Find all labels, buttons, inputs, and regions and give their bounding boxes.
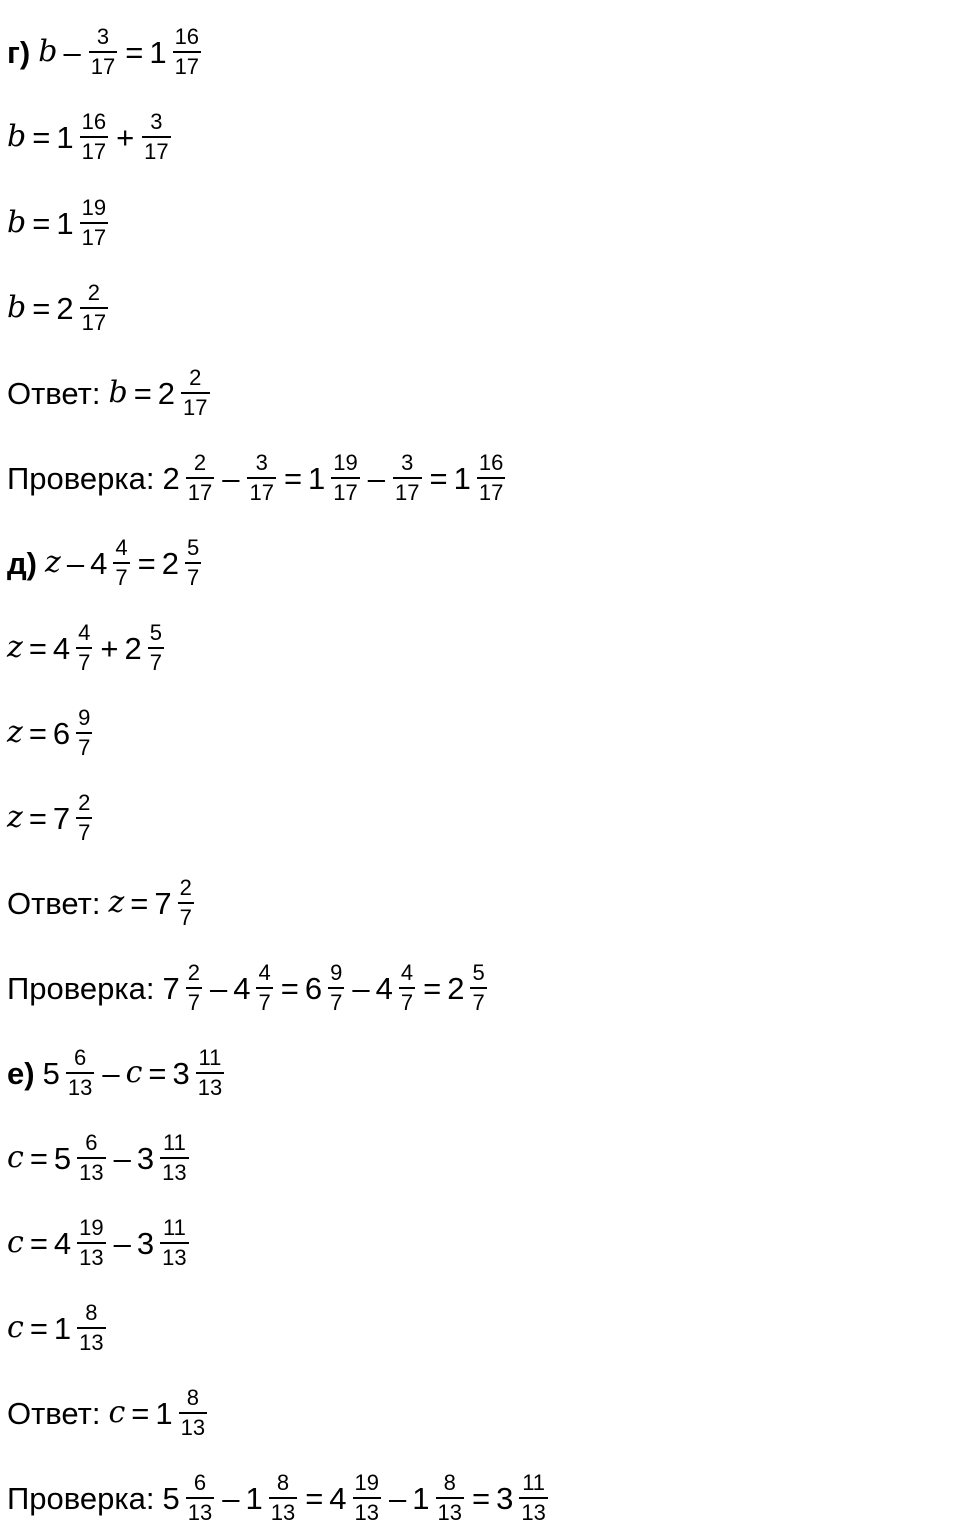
equation-line: [7, 1201, 191, 1285]
fraction-numerator: 8: [443, 1470, 456, 1495]
fraction-numerator: 5: [149, 620, 163, 645]
equation-line: [7, 1371, 209, 1455]
fraction-numerator: 5: [472, 960, 485, 985]
fraction-numerator: 16: [174, 24, 200, 49]
whole-part: 5: [162, 1480, 180, 1516]
fraction: [247, 452, 275, 504]
whole-part: 1: [155, 1395, 173, 1431]
fraction-denominator: 13: [353, 1497, 381, 1524]
fraction: [477, 452, 505, 504]
fraction-numerator: 16: [478, 450, 504, 475]
equation-line: [7, 1456, 550, 1540]
mixed-number: [305, 962, 347, 1014]
fraction: [196, 1047, 224, 1099]
whole-part: 2: [157, 375, 176, 411]
fraction-numerator: 6: [193, 1470, 207, 1495]
mixed-number: [496, 1472, 550, 1524]
fraction-denominator: 13: [186, 1497, 214, 1524]
equation-line: [7, 436, 507, 520]
mixed-number: [233, 962, 275, 1014]
fraction-numerator: 9: [78, 705, 91, 730]
whole-part: 4: [90, 545, 108, 581]
fraction: [470, 962, 486, 1014]
variable: b: [38, 34, 58, 69]
operator: –: [63, 34, 81, 70]
whole-part: 7: [52, 800, 71, 836]
fraction-numerator: 2: [193, 450, 207, 475]
fraction: [186, 452, 214, 504]
fraction: [142, 111, 170, 163]
variable: b: [7, 205, 27, 240]
operator: =: [32, 205, 51, 241]
fraction-numerator: 6: [85, 1130, 98, 1155]
fraction-denominator: 17: [186, 477, 214, 504]
fraction-numerator: 2: [189, 365, 202, 390]
fraction-numerator: 2: [179, 875, 192, 900]
fraction-denominator: 17: [181, 392, 209, 419]
operator: –: [389, 1480, 407, 1516]
operator: =: [137, 545, 156, 581]
fraction-denominator: 13: [66, 1072, 94, 1099]
variable: c: [7, 1225, 24, 1260]
whole-part: 4: [233, 970, 251, 1006]
equation-line: [7, 266, 110, 350]
fraction: [179, 1387, 207, 1439]
mixed-number: [308, 452, 362, 504]
whole-part: 6: [304, 970, 323, 1006]
operator: =: [472, 1480, 491, 1516]
whole-part: 2: [124, 630, 142, 666]
line-label: Ответ:: [7, 885, 101, 921]
variable: b: [108, 375, 128, 410]
fraction-denominator: 17: [142, 136, 170, 163]
whole-part: 5: [53, 1140, 72, 1176]
operator: –: [352, 970, 370, 1006]
fraction: [353, 1472, 381, 1524]
fraction: [331, 452, 359, 504]
operator: =: [283, 460, 303, 496]
mixed-number: [162, 1472, 216, 1524]
mixed-number: [329, 1472, 383, 1524]
operator: =: [29, 1310, 48, 1346]
whole-part: 3: [496, 1480, 514, 1516]
fraction-numerator: 11: [162, 1215, 186, 1240]
fraction-numerator: 9: [330, 960, 343, 985]
whole-part: 4: [53, 1225, 72, 1261]
part-label: г): [7, 34, 31, 70]
operator: =: [423, 970, 442, 1006]
part-label: е): [7, 1055, 35, 1091]
operator: =: [130, 885, 149, 921]
mixed-number: [376, 962, 418, 1014]
fraction: [160, 1217, 188, 1269]
line-label: Проверка:: [7, 460, 155, 496]
fraction-denominator: 17: [80, 136, 108, 163]
fraction-numerator: 3: [96, 24, 110, 49]
mixed-number: [56, 111, 110, 163]
fraction: [185, 537, 201, 589]
equation-line: [7, 606, 166, 690]
equation-line: [7, 946, 489, 1030]
fraction-denominator: 13: [269, 1497, 297, 1524]
whole-part: 2: [162, 460, 180, 496]
fraction-denominator: 7: [76, 647, 92, 674]
fraction: [66, 1047, 94, 1099]
whole-part: 3: [136, 1140, 155, 1176]
operator: =: [305, 1480, 324, 1516]
mixed-number: [53, 792, 95, 844]
fraction-denominator: 13: [196, 1072, 224, 1099]
whole-part: 2: [56, 290, 74, 326]
mixed-number: [125, 622, 167, 674]
fraction-denominator: 17: [477, 477, 505, 504]
fraction-denominator: 13: [77, 1327, 105, 1354]
fraction-denominator: 17: [80, 222, 108, 249]
fraction: [436, 1472, 464, 1524]
mixed-number: [162, 537, 204, 589]
fraction: [519, 1472, 547, 1524]
operator: +: [116, 119, 135, 155]
operator: =: [28, 630, 47, 666]
fraction-numerator: 4: [400, 960, 414, 985]
equation-line: [7, 1116, 191, 1200]
line-label: Проверка:: [7, 970, 155, 1006]
fraction: [77, 1302, 105, 1354]
fraction-denominator: 7: [76, 817, 92, 844]
equation-line: [7, 95, 173, 179]
whole-part: 1: [53, 1310, 72, 1346]
whole-part: 1: [245, 1480, 263, 1516]
operator: –: [222, 1480, 240, 1516]
equation-line: [7, 861, 196, 945]
fraction: [76, 707, 92, 759]
fraction-numerator: 2: [87, 280, 100, 305]
fraction-numerator: 19: [333, 450, 358, 475]
fraction: [160, 1132, 188, 1184]
fraction: [77, 1132, 105, 1184]
fraction-numerator: 11: [522, 1470, 546, 1495]
mixed-number: [155, 1387, 209, 1439]
fraction-numerator: 4: [258, 960, 271, 985]
variable: c: [7, 1140, 24, 1175]
operator: –: [66, 545, 85, 581]
mixed-number: [90, 537, 132, 589]
whole-part: 1: [308, 460, 326, 496]
variable: c: [125, 1055, 143, 1090]
operator: =: [32, 290, 51, 326]
whole-part: 1: [149, 34, 167, 70]
mixed-number: [447, 962, 489, 1014]
variable: c: [108, 1395, 126, 1430]
whole-part: 4: [52, 630, 71, 666]
fraction-denominator: 17: [80, 307, 108, 334]
whole-part: 3: [136, 1225, 155, 1261]
fraction-denominator: 13: [179, 1412, 207, 1439]
fraction: [186, 962, 202, 1014]
fraction-numerator: 11: [198, 1045, 222, 1070]
variable: z: [7, 630, 23, 665]
fraction-numerator: 3: [150, 109, 163, 134]
fraction-denominator: 7: [113, 562, 129, 589]
fraction-denominator: 17: [247, 477, 275, 504]
fraction-numerator: 19: [79, 1215, 104, 1240]
mixed-number: [54, 1217, 108, 1269]
fraction: [173, 26, 201, 78]
operator: =: [29, 1140, 48, 1176]
fraction-denominator: 7: [178, 902, 194, 929]
whole-part: 1: [453, 460, 471, 496]
fraction-numerator: 6: [73, 1045, 87, 1070]
equation-line: [7, 691, 94, 775]
fraction-numerator: 11: [162, 1130, 186, 1155]
fraction: [76, 792, 92, 844]
fraction: [269, 1472, 297, 1524]
whole-part: 2: [447, 970, 465, 1006]
fraction: [148, 622, 164, 674]
fraction-denominator: 13: [519, 1497, 547, 1524]
fraction: [393, 452, 421, 504]
mixed-number: [454, 452, 508, 504]
equation-line: [7, 10, 203, 94]
equation-line: [7, 1286, 108, 1370]
fraction: [328, 962, 344, 1014]
fraction: [76, 622, 92, 674]
mixed-number: [172, 1047, 226, 1099]
fraction: [113, 537, 129, 589]
variable: z: [108, 885, 125, 920]
operator: –: [102, 1055, 120, 1091]
line-label: Ответ:: [7, 375, 101, 411]
variable: b: [7, 119, 27, 154]
mixed-number: [54, 1132, 108, 1184]
mixed-number: [162, 452, 216, 504]
fraction: [186, 1472, 214, 1524]
operator: =: [29, 1225, 48, 1261]
whole-part: 5: [42, 1055, 60, 1091]
whole-part: 7: [162, 970, 180, 1006]
fraction-numerator: 2: [187, 960, 200, 985]
mixed-number: [412, 1472, 466, 1524]
fraction: [80, 282, 108, 334]
variable: c: [7, 1310, 24, 1345]
operator: =: [28, 715, 47, 751]
operator: +: [100, 630, 119, 666]
equation-line: [7, 776, 94, 860]
fraction-numerator: 2: [78, 790, 91, 815]
whole-part: 4: [329, 1480, 347, 1516]
operator: =: [148, 1055, 167, 1091]
mixed-number: [43, 1047, 97, 1099]
fraction-denominator: 17: [331, 477, 359, 504]
fraction-denominator: 7: [148, 647, 164, 674]
fraction: [399, 962, 415, 1014]
mixed-number: [158, 367, 212, 419]
part-label: д): [7, 545, 38, 581]
whole-part: 3: [172, 1055, 190, 1091]
fraction-denominator: 13: [160, 1157, 188, 1184]
fraction-denominator: 13: [160, 1242, 188, 1269]
fraction-denominator: 7: [76, 732, 92, 759]
whole-part: 7: [154, 885, 172, 921]
whole-part: 1: [56, 119, 74, 155]
fraction-denominator: 13: [436, 1497, 464, 1524]
fraction-denominator: 7: [328, 987, 344, 1014]
equation-line: [7, 351, 212, 435]
mixed-number: [162, 962, 204, 1014]
fraction-numerator: 4: [78, 620, 91, 645]
fraction-denominator: 13: [77, 1157, 105, 1184]
fraction-numerator: 8: [186, 1385, 199, 1410]
operator: –: [209, 970, 228, 1006]
equation-line: [7, 181, 110, 265]
operator: =: [133, 375, 152, 411]
equation-line: [7, 1031, 226, 1115]
fraction-denominator: 17: [393, 477, 421, 504]
fraction-denominator: 7: [470, 987, 486, 1014]
fraction-numerator: 19: [354, 1470, 380, 1495]
fraction-numerator: 8: [276, 1470, 290, 1495]
mixed-number: [56, 282, 110, 334]
fraction-denominator: 7: [186, 987, 202, 1014]
fraction-denominator: 7: [256, 987, 272, 1014]
fraction: [178, 877, 194, 929]
fraction: [89, 26, 117, 78]
mixed-number: [53, 622, 95, 674]
operator: –: [222, 460, 240, 496]
variable: z: [45, 545, 61, 580]
whole-part: 1: [412, 1480, 430, 1516]
whole-part: 2: [161, 545, 179, 581]
operator: –: [367, 460, 386, 496]
fraction: [77, 1217, 105, 1269]
operator: –: [113, 1140, 131, 1176]
mixed-number: [56, 197, 110, 249]
variable: b: [7, 290, 27, 325]
operator: =: [32, 119, 51, 155]
variable: z: [7, 715, 23, 750]
mixed-number: [154, 877, 196, 929]
mixed-number: [245, 1472, 299, 1524]
operator: =: [28, 800, 47, 836]
fraction: [256, 962, 272, 1014]
fraction-denominator: 7: [185, 562, 201, 589]
operator: =: [429, 460, 448, 496]
line-label: Проверка:: [7, 1480, 155, 1516]
fraction-denominator: 17: [89, 51, 117, 78]
fraction-denominator: 17: [173, 51, 201, 78]
mixed-number: [137, 1132, 191, 1184]
whole-part: 6: [52, 715, 71, 751]
fraction: [80, 197, 108, 249]
whole-part: 1: [56, 205, 74, 241]
variable: z: [7, 800, 23, 835]
fraction-numerator: 3: [401, 450, 414, 475]
fraction-numerator: 16: [81, 109, 107, 134]
fraction-numerator: 3: [255, 450, 268, 475]
mixed-number: [149, 26, 203, 78]
mixed-number: [137, 1217, 191, 1269]
fraction: [80, 111, 108, 163]
fraction-numerator: 8: [85, 1300, 98, 1325]
mixed-number: [53, 707, 95, 759]
equation-line: [7, 521, 203, 605]
mixed-number: [54, 1302, 108, 1354]
operator: –: [113, 1225, 131, 1261]
line-label: Ответ:: [7, 1395, 101, 1431]
fraction-numerator: 5: [186, 535, 200, 560]
operator: =: [131, 1395, 150, 1431]
fraction-denominator: 7: [399, 987, 415, 1014]
operator: =: [125, 34, 144, 70]
fraction-denominator: 13: [77, 1242, 105, 1269]
fraction-numerator: 19: [81, 195, 107, 220]
operator: =: [280, 970, 299, 1006]
whole-part: 4: [375, 970, 393, 1006]
fraction-numerator: 4: [115, 535, 128, 560]
fraction: [181, 367, 209, 419]
